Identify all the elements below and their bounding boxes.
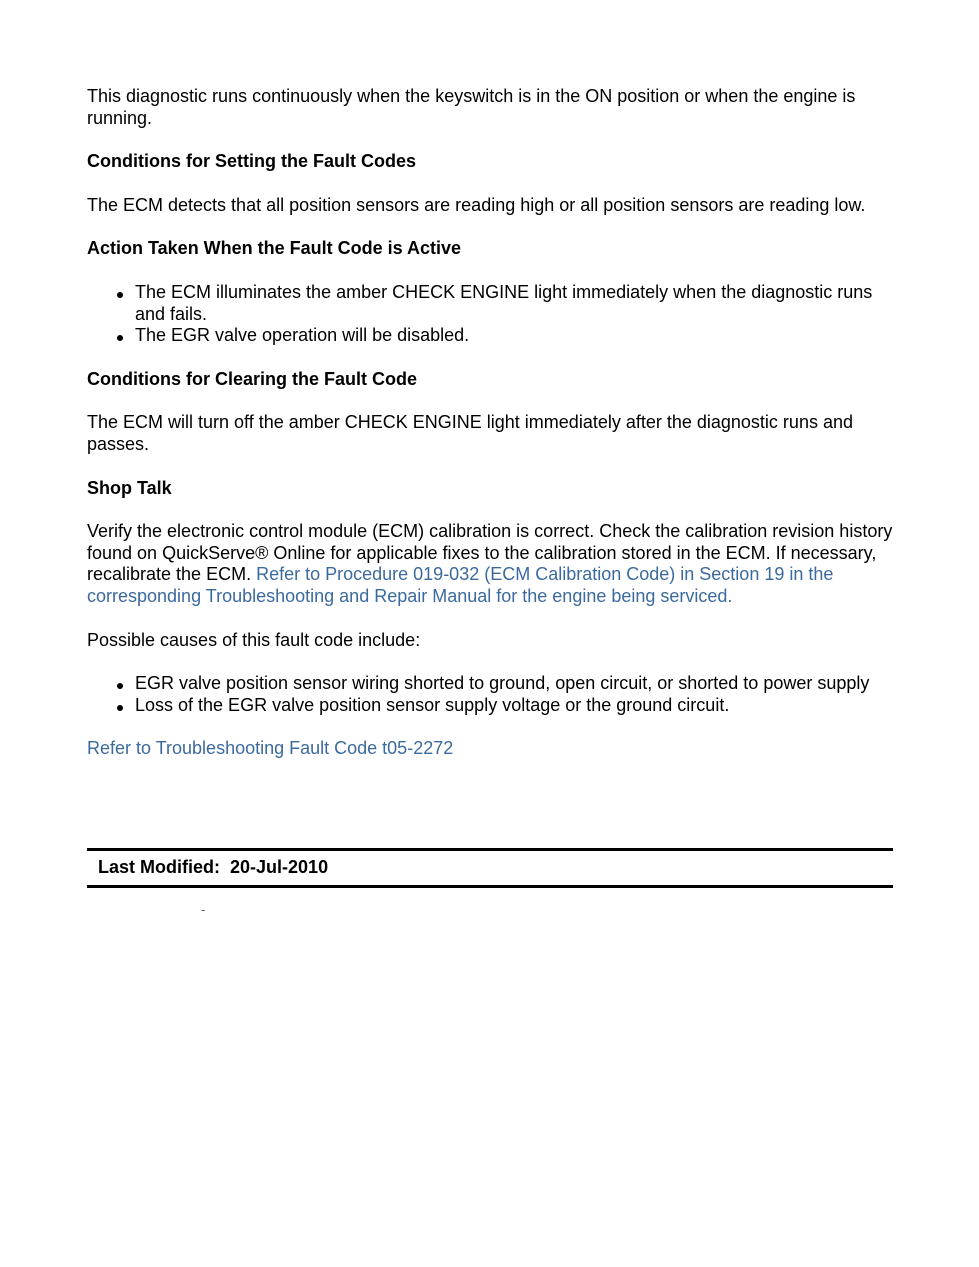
troubleshooting-fault-code-link[interactable]: Refer to Troubleshooting Fault Code t05-2272 xyxy=(87,738,454,759)
list-item: The EGR valve operation will be disabled. xyxy=(135,325,893,347)
heading-clearing-conditions: Conditions for Clearing the Fault Code xyxy=(87,368,417,389)
causes-list xyxy=(87,673,893,716)
possible-causes-intro: Possible causes of this fault code include: xyxy=(87,629,421,650)
heading-shop-talk: Shop Talk xyxy=(87,477,172,498)
last-modified xyxy=(98,857,328,878)
list-item: Loss of the EGR valve position sensor supply voltage or the ground circuit. xyxy=(135,695,893,717)
last-modified-bar xyxy=(87,848,893,888)
shop-talk-text: Verify the electronic control module (ECM) calibration is correct. Check the calibration revision history found on QuickServe® Online for applicable fixes to the calibration stored in the ECM. If necessary, recalibrate the ECM. xyxy=(87,521,893,585)
list-item: The ECM illuminates the amber CHECK ENGINE light immediately when the diagnostic runs and fails. xyxy=(135,282,893,325)
action-list xyxy=(87,282,893,347)
document-body xyxy=(87,86,893,782)
footer-dash: - xyxy=(201,902,206,917)
setting-conditions-text: The ECM detects that all position sensors are reading high or all position sensors are reading low. xyxy=(87,194,866,215)
heading-setting-conditions: Conditions for Setting the Fault Codes xyxy=(87,151,416,172)
heading-action-taken: Action Taken When the Fault Code is Active xyxy=(87,238,462,259)
shop-talk-paragraph xyxy=(87,521,893,607)
last-modified-date: 20-Jul-2010 xyxy=(230,857,329,877)
ecm-calibration-procedure-link[interactable]: Refer to Procedure 019-032 (ECM Calibration Code) in Section 19 in the corresponding Troubleshooting and Repair Manual for the engine being serviced. xyxy=(87,564,834,606)
troubleshooting-paragraph xyxy=(87,738,893,760)
clearing-conditions-text: The ECM will turn off the amber CHECK ENGINE light immediately after the diagnostic runs and passes. xyxy=(87,412,853,454)
last-modified-label: Last Modified: xyxy=(98,857,220,877)
intro-paragraph: This diagnostic runs continuously when the keyswitch is in the ON position or when the engine is running. xyxy=(87,86,856,128)
list-item: EGR valve position sensor wiring shorted to ground, open circuit, or shorted to power supply xyxy=(135,673,893,695)
